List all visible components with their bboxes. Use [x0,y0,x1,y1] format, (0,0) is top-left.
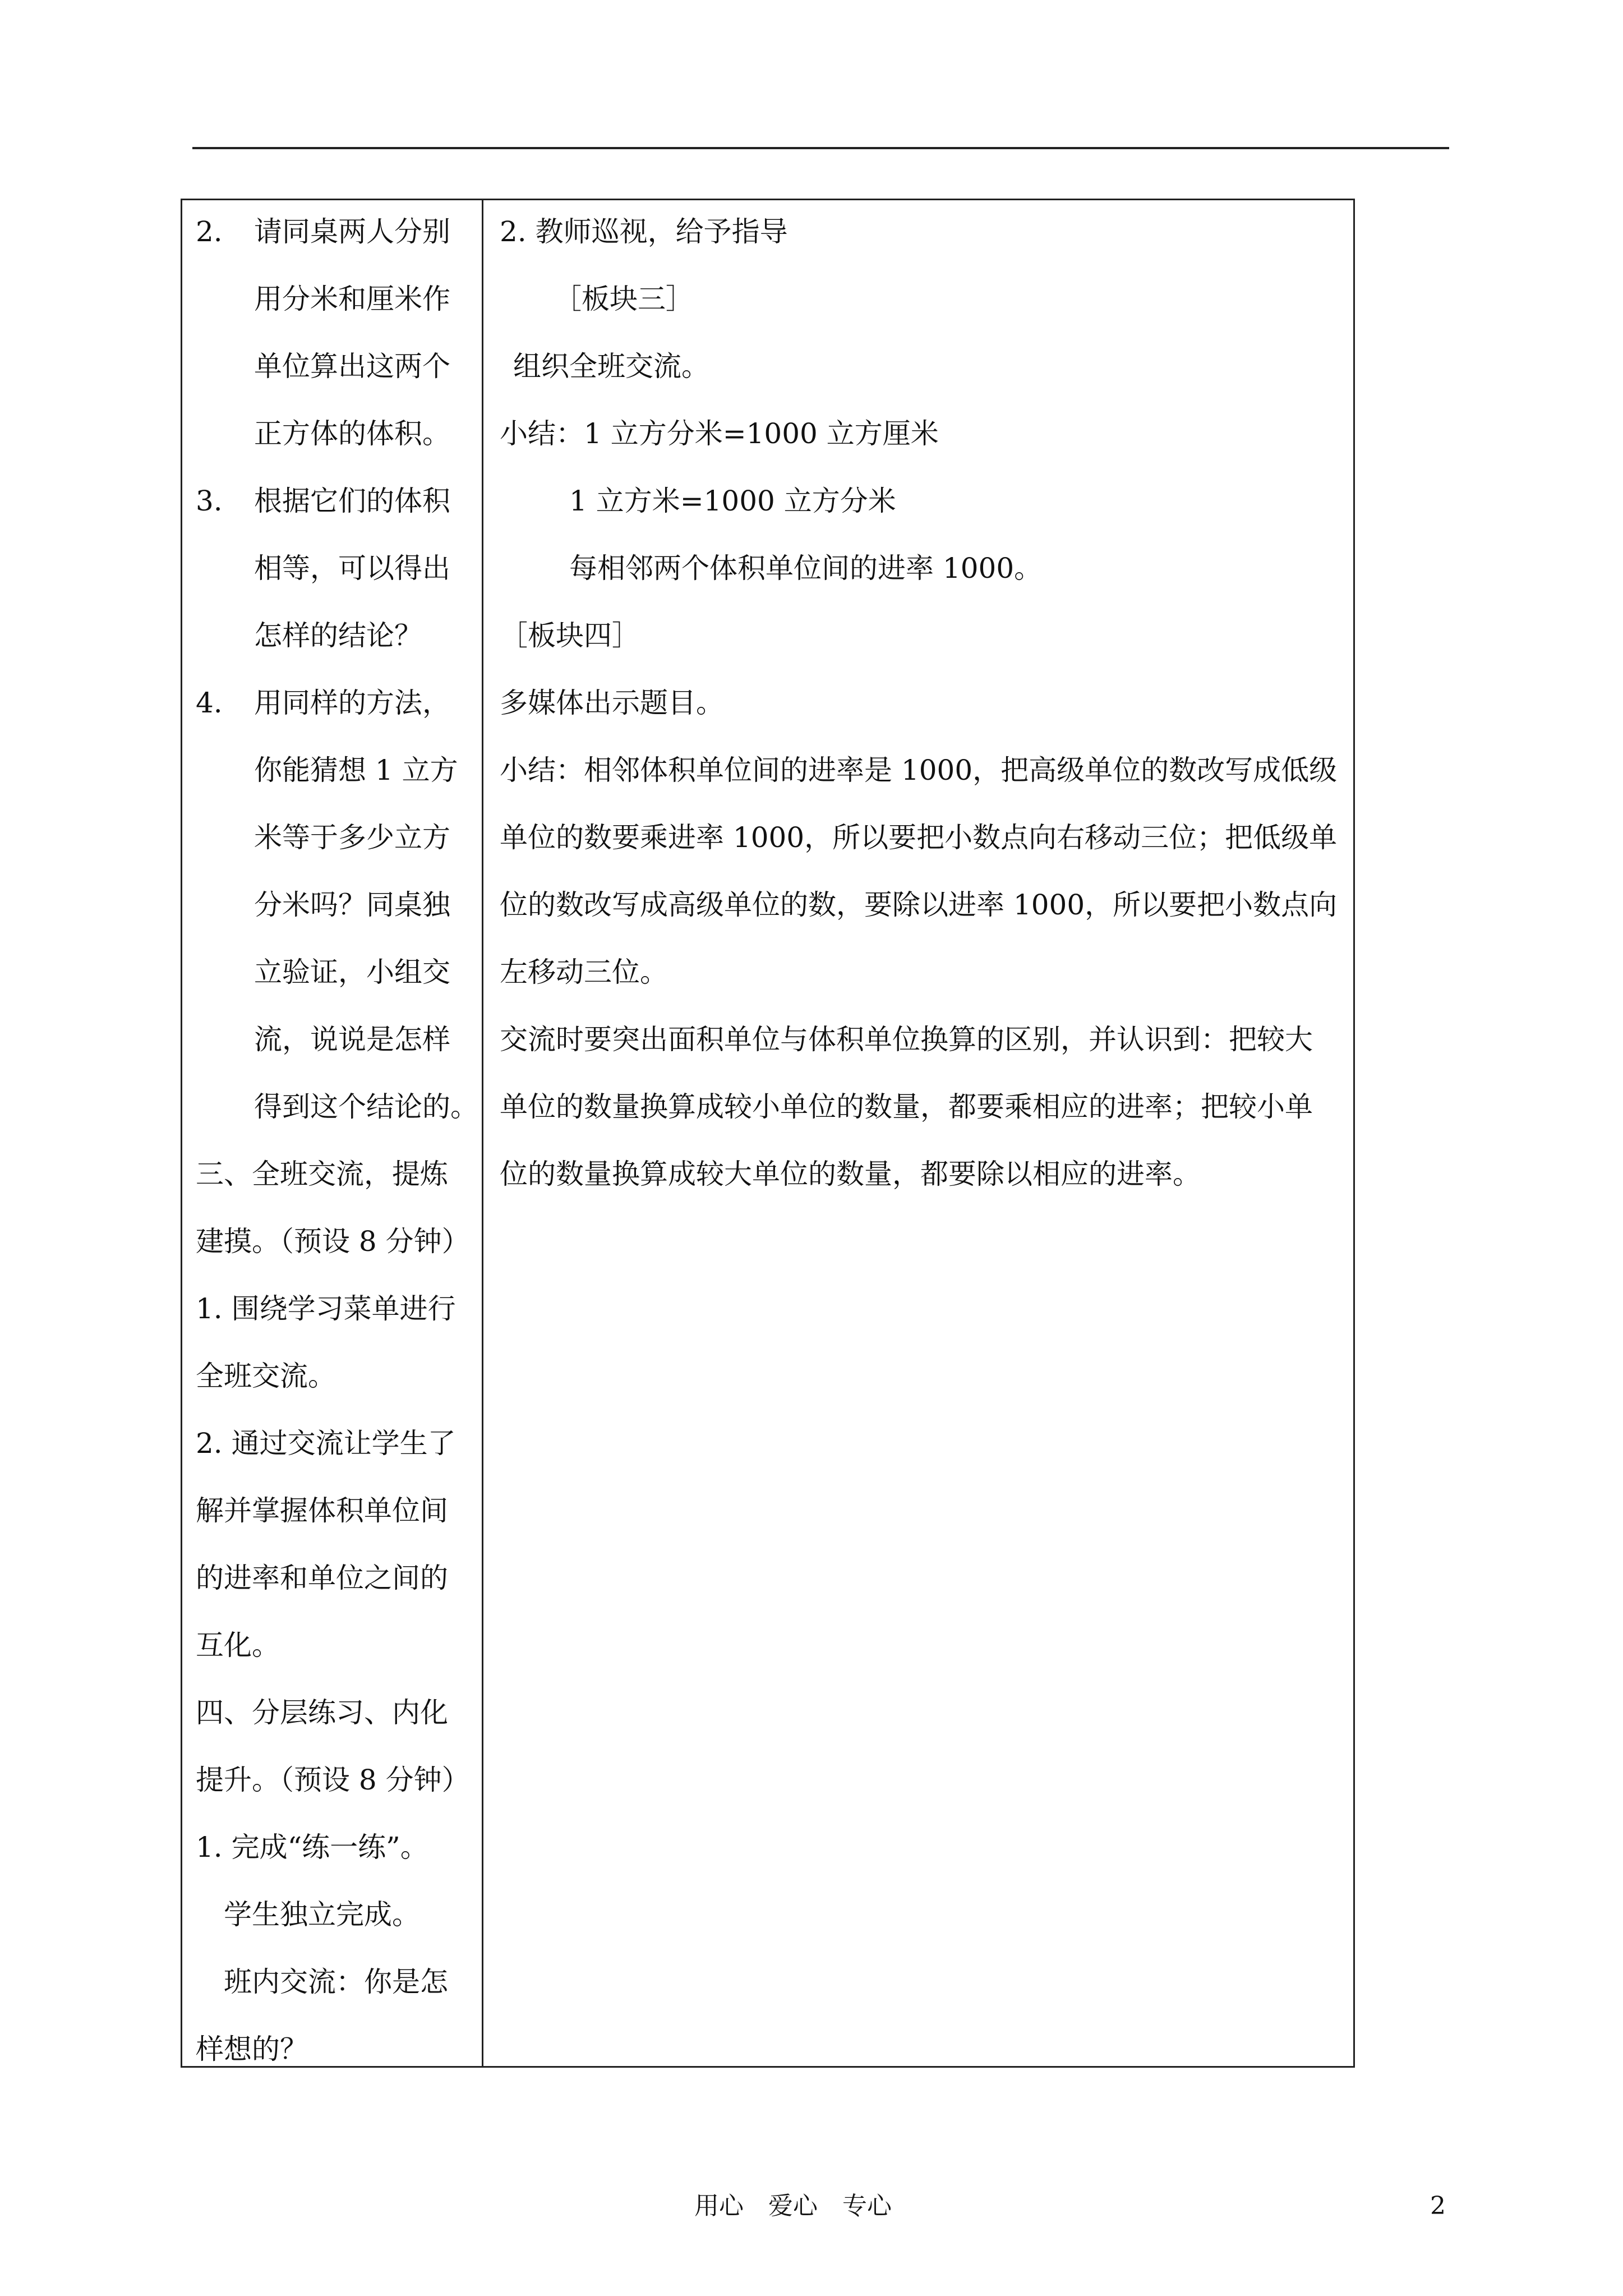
left-line: 用同样的方法， [254,687,450,719]
block-heading: ［板块四］ [500,619,640,652]
left-line: 用分米和厘米作 [254,283,450,315]
summary-line: 每相邻两个体积单位间的进率 1000。 [569,552,1043,585]
footer-motto: 用心 爱心 专心 [694,2192,892,2220]
section-heading: 四、分层练习、内化 [196,1696,448,1729]
block-heading: ［板块三］ [554,283,694,315]
item-number: 2. [196,215,223,248]
right-line: 位的数量换算成较大单位的数量，都要除以相应的进率。 [500,1158,1201,1190]
section-heading: 三、全班交流，提炼 [196,1158,448,1190]
left-line: 相等，可以得出 [254,552,450,585]
right-line: 多媒体出示题目。 [500,687,724,719]
left-line: 全班交流。 [196,1360,336,1392]
left-line: 立验证，小组交 [254,956,450,988]
column-divider [482,200,483,2066]
summary-line: 小结：1 立方分米=1000 立方厘米 [500,417,939,450]
right-line: 组织全班交流。 [513,350,709,383]
right-line: 单位的数要乘进率 1000，所以要把小数点向右移动三位；把低级单 [500,821,1338,854]
left-line: 流，说说是怎样 [254,1023,450,1056]
left-line: 建摸。（预设 8 分钟） [196,1225,470,1258]
right-line: 左移动三位。 [500,956,668,988]
item-number: 4. [196,687,223,719]
right-line: 单位的数量换算成较小单位的数量，都要乘相应的进率；把较小单 [500,1091,1313,1123]
left-line: 米等于多少立方 [254,821,450,854]
left-line: 正方体的体积。 [254,417,450,450]
summary-line: 1 立方米=1000 立方分米 [569,485,896,517]
left-line: 学生独立完成。 [224,1898,420,1931]
right-line: 小结：相邻体积单位间的进率是 1000，把高级单位的数改写成低级 [500,754,1338,786]
left-line: 班内交流：你是怎 [224,1966,448,1998]
header-rule [192,147,1449,149]
left-line: 互化。 [196,1629,280,1662]
left-line: 2. 通过交流让学生了 [196,1427,456,1460]
left-line: 1. 完成“练一练”。 [196,1831,428,1864]
left-line: 得到这个结论的。 [254,1091,478,1123]
left-line: 的进率和单位之间的 [196,1562,448,1594]
lesson-table [181,199,1355,2068]
left-line: 提升。（预设 8 分钟） [196,1764,470,1796]
item-number: 3. [196,485,223,517]
left-line: 单位算出这两个 [254,350,450,383]
left-line: 解并掌握体积单位间 [196,1494,448,1527]
left-line: 分米吗？同桌独 [254,889,450,921]
left-line: 你能猜想 1 立方 [254,754,458,786]
left-line: 怎样的结论？ [254,619,422,652]
right-line: 位的数改写成高级单位的数，要除以进率 1000，所以要把小数点向 [500,889,1338,921]
left-line: 请同桌两人分别 [254,215,450,248]
left-line: 1. 围绕学习菜单进行 [196,1292,456,1325]
left-line: 样想的？ [196,2033,308,2065]
right-line: 交流时要突出面积单位与体积单位换算的区别，并认识到：把较大 [500,1023,1313,1056]
page-number: 2 [1430,2192,1446,2220]
right-line: 2. 教师巡视，给予指导 [500,215,788,248]
left-line: 根据它们的体积 [254,485,450,517]
